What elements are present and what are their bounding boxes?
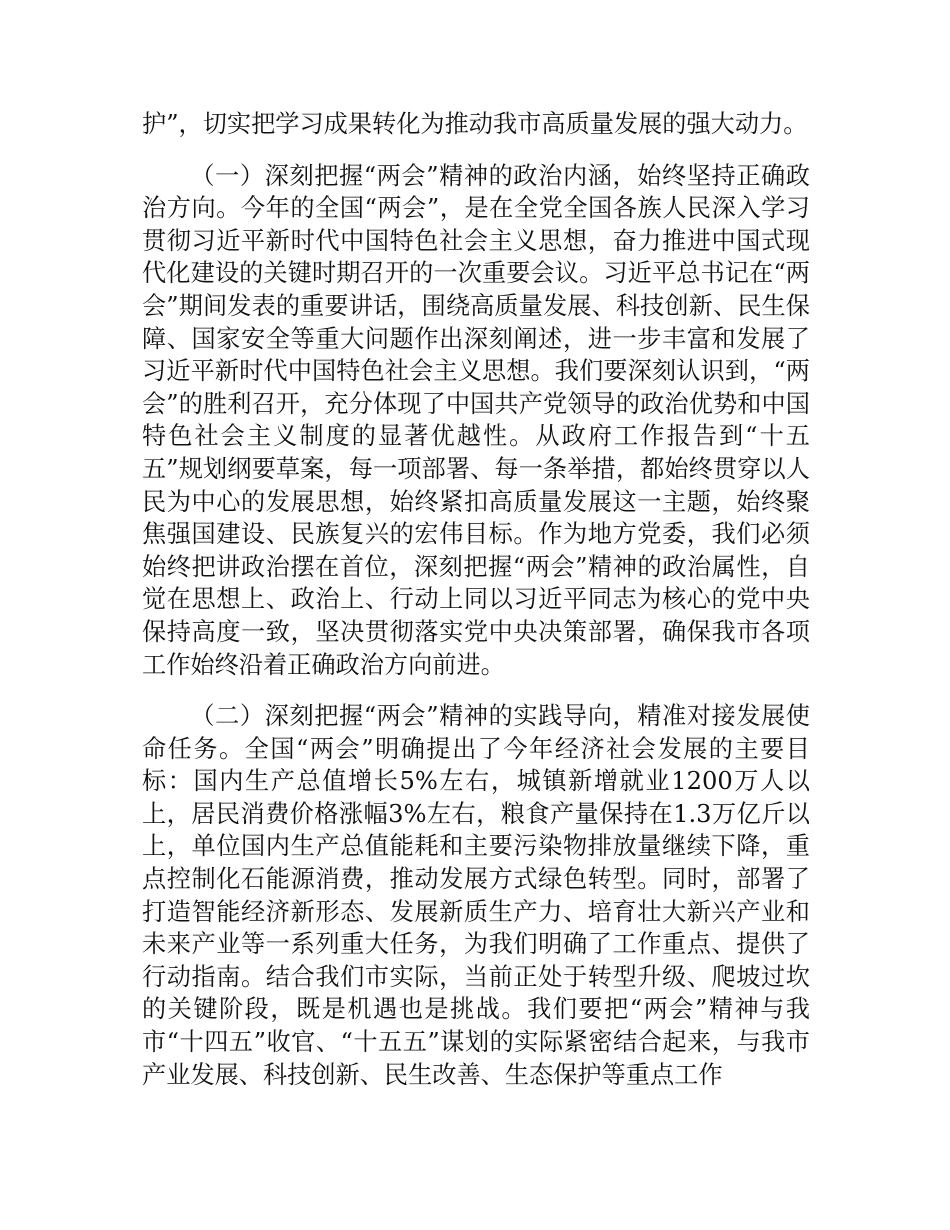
paragraph-practical-orientation: （二）深刻把握“两会”精神的实践导向，精准对接发展使命任务。全国“两会”明确提出了今年经济社会发展的主要目标：国内生产总值增长5%左右，城镇新增就业1200万人以上，居民消费价格涨幅3%左右，粮食产量保持在1.3万亿斤以上，单位国内生产总值能耗和主要污染物排放量继续下降，重点控制化石能源消费，推动发展方式绿色转型。同时，部署了打造智能经济新形态、发展新质生产力、培育壮大新兴产业和未来产业等一系列重大任务，为我们明确了工作重点、提供了行动指南。结合我们市实际，当前正处于转型升级、爬坡过坎的关键阶段，既是机遇也是挑战。我们要把“两会”精神与我市“十四五”收官、“十五五”谋划的实际紧密结合起来，与我市产业发展、科技创新、民生改善、生态保护等重点工作	[142, 702, 810, 1089]
document-page	[142, 108, 810, 1091]
paragraph-continuation: 护”，切实把学习成果转化为推动我市高质量发展的强大动力。	[142, 110, 808, 138]
paragraph-political-connotation: （一）深刻把握“两会”精神的政治内涵，始终坚持正确政治方向。今年的全国“两会”，是在全党全国各族人民深入学习贯彻习近平新时代中国特色社会主义思想，奋力推进中国式现代化建设的关键时期召开的一次重要会议。习近平总书记在“两会”期间发表的重要讲话，围绕高质量发展、科技创新、民生保障、国家安全等重大问题作出深刻阐述，进一步丰富和发展了习近平新时代中国特色社会主义思想。我们要深刻认识到，“两会”的胜利召开，充分体现了中国共产党领导的政治优势和中国特色社会主义制度的显著优越性。从政府工作报告到“十五五”规划纲要草案，每一项部署、每一条举措，都始终贯穿以人民为中心的发展思想，始终紧扣高质量发展这一主题，始终聚焦强国建设、民族复兴的宏伟目标。作为地方党委，我们必须始终把讲政治摆在首位，深刻把握“两会”精神的政治属性，自觉在思想上、政治上、行动上同以习近平同志为核心的党中央保持高度一致，坚决贯彻落实党中央决策部署，确保我市各项工作始终沿着正确政治方向前进。	[142, 161, 810, 679]
